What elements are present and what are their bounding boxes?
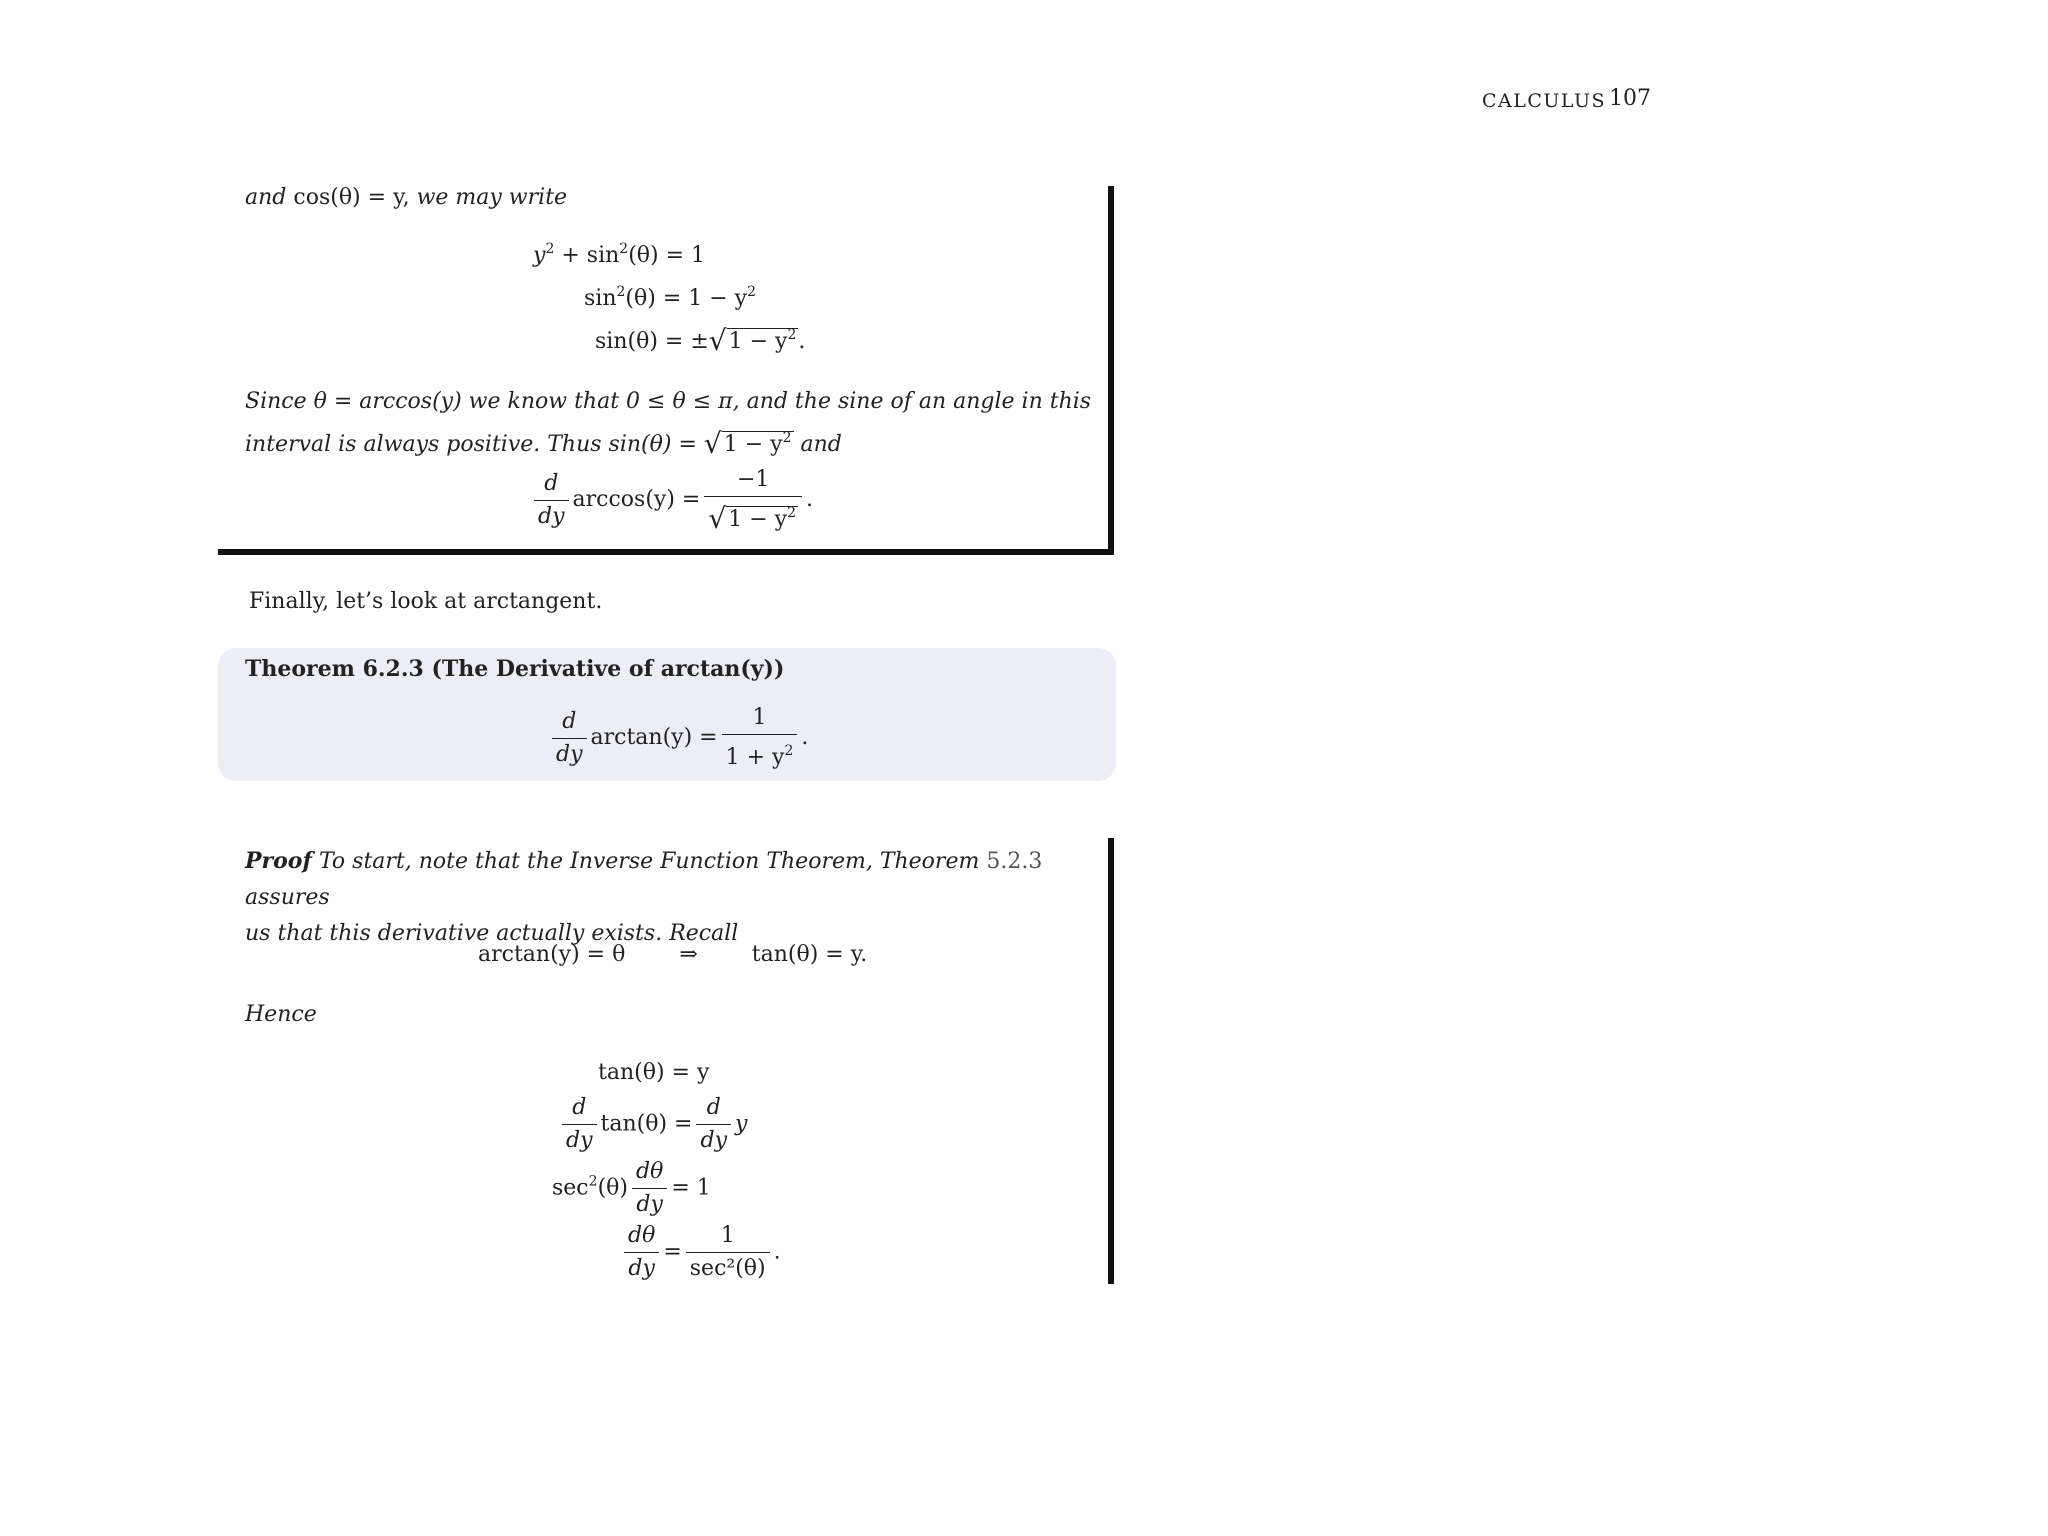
recall-equation <box>478 942 867 967</box>
proof2-paragraph <box>245 843 1095 952</box>
transition-text: Finally, let’s look at arctangent. <box>249 589 603 614</box>
theorem-ref-link[interactable]: 5.2.3 <box>986 849 1043 874</box>
sup: 2 <box>588 1173 598 1190</box>
since-rad: 1 − y <box>723 432 783 457</box>
since-line-2b: and <box>800 432 842 457</box>
frac-den: dy <box>538 503 565 529</box>
since-paragraph <box>245 384 1095 463</box>
theorem-end: . <box>801 725 809 750</box>
eq1-y: y <box>533 243 546 268</box>
eq3-end: . <box>798 329 806 354</box>
sup: 2 <box>782 430 792 446</box>
intro-lead: and <box>245 185 287 210</box>
frac-num: dθ <box>632 1158 667 1189</box>
frac-num: d <box>562 1094 597 1125</box>
eq1-end: (θ) = 1 <box>628 243 706 268</box>
sup: 2 <box>619 241 629 257</box>
implies-arrow: ⇒ <box>679 942 698 967</box>
h4-end: . <box>773 1239 781 1265</box>
hence-eq-3 <box>552 1158 711 1219</box>
intro-mid: cos(θ) = y, <box>293 185 410 210</box>
sqrt: $√1 - y^2$ <box>708 502 796 535</box>
arccos-derivative <box>530 466 813 534</box>
sup: 2 <box>784 743 794 759</box>
frac-num: d <box>696 1094 731 1125</box>
arccos-end: . <box>805 487 813 512</box>
header-section: CALCULUS <box>1482 90 1607 112</box>
proof-bottom-rule <box>218 549 1114 555</box>
recall-lhs: arctan(y) = θ <box>478 942 626 967</box>
arccos-mid: arccos(y) = <box>572 487 701 512</box>
den-rad: 1 − y <box>728 507 788 532</box>
h4-eq: = <box>663 1239 682 1265</box>
eq3-rad: 1 − y <box>728 329 788 354</box>
sqrt: $√1 - y^2$ <box>703 427 792 460</box>
equation-1 <box>533 241 705 268</box>
frac-den: dy <box>556 741 583 767</box>
sup: 2 <box>787 505 796 521</box>
frac-num: d <box>534 470 569 501</box>
equation-2 <box>584 284 756 311</box>
h3-end: = 1 <box>671 1175 711 1201</box>
since-line-1: Since θ = arccos(y) we know that 0 ≤ θ ≤ π, and the sine of an angle in this <box>245 389 1092 414</box>
frac-den: sec²(θ) <box>689 1256 766 1281</box>
frac-den: dy <box>566 1128 593 1153</box>
h2-mid: tan(θ) = <box>600 1111 693 1137</box>
frac-den: dy <box>700 1128 727 1153</box>
frac-den: dy <box>628 1256 655 1281</box>
recall-rhs: tan(θ) = y. <box>751 942 868 967</box>
page-number: 107 <box>1609 86 1651 111</box>
theorem-den: 1 + y <box>725 745 785 770</box>
since-line-2 <box>245 420 1095 463</box>
proof-label: Proof <box>245 848 312 874</box>
sup: 2 <box>545 241 555 257</box>
sqrt: $√1 - y^2$ <box>708 324 797 357</box>
hence-eq-4 <box>620 1222 781 1283</box>
equation-3 <box>595 324 805 357</box>
frac-num: 1 <box>722 704 798 735</box>
theorem-title: Theorem 6.2.3 (The Derivative of arctan(y)) <box>245 656 785 682</box>
eq1-rest: + sin <box>554 243 620 268</box>
frac-num: d <box>552 708 587 739</box>
theorem-equation <box>548 704 808 772</box>
proof-intro-line <box>245 180 567 216</box>
h3-sec: sec <box>552 1175 589 1201</box>
h3-theta: (θ) <box>597 1175 628 1201</box>
proof2-line1-text: To start, note that the Inverse Function Theorem, Theorem <box>318 849 980 874</box>
h2-end: y <box>735 1111 748 1137</box>
frac-num: −1 <box>704 466 802 497</box>
intro-tail: we may write <box>416 185 568 210</box>
since-line-2a: interval is always positive. Thus sin(θ) = <box>245 432 697 457</box>
proof2-line-1 <box>245 843 1095 916</box>
hence-eq-1: tan(θ) = y <box>598 1060 710 1085</box>
frac-num: 1 <box>686 1222 770 1253</box>
proof-right-rule <box>1108 186 1114 555</box>
eq2-lhs: sin <box>584 286 617 311</box>
sup: 2 <box>616 284 626 300</box>
sup: 2 <box>787 327 797 343</box>
hence-eq-2 <box>558 1094 747 1155</box>
sup: 2 <box>747 284 757 300</box>
theorem-mid: arctan(y) = <box>590 725 718 750</box>
proof2-right-rule <box>1108 838 1114 1284</box>
hence-text: Hence <box>245 1002 317 1027</box>
eq2-rhs: (θ) = 1 − y <box>625 286 748 311</box>
running-header <box>1482 90 1606 112</box>
proof2-line1-end: assures <box>245 885 330 910</box>
frac-den: dy <box>636 1192 663 1217</box>
frac-num: dθ <box>624 1222 659 1253</box>
proof2-line-2: us that this derivative actually exists. Recall <box>245 921 739 946</box>
eq3-lhs: sin(θ) = ± <box>595 329 709 354</box>
